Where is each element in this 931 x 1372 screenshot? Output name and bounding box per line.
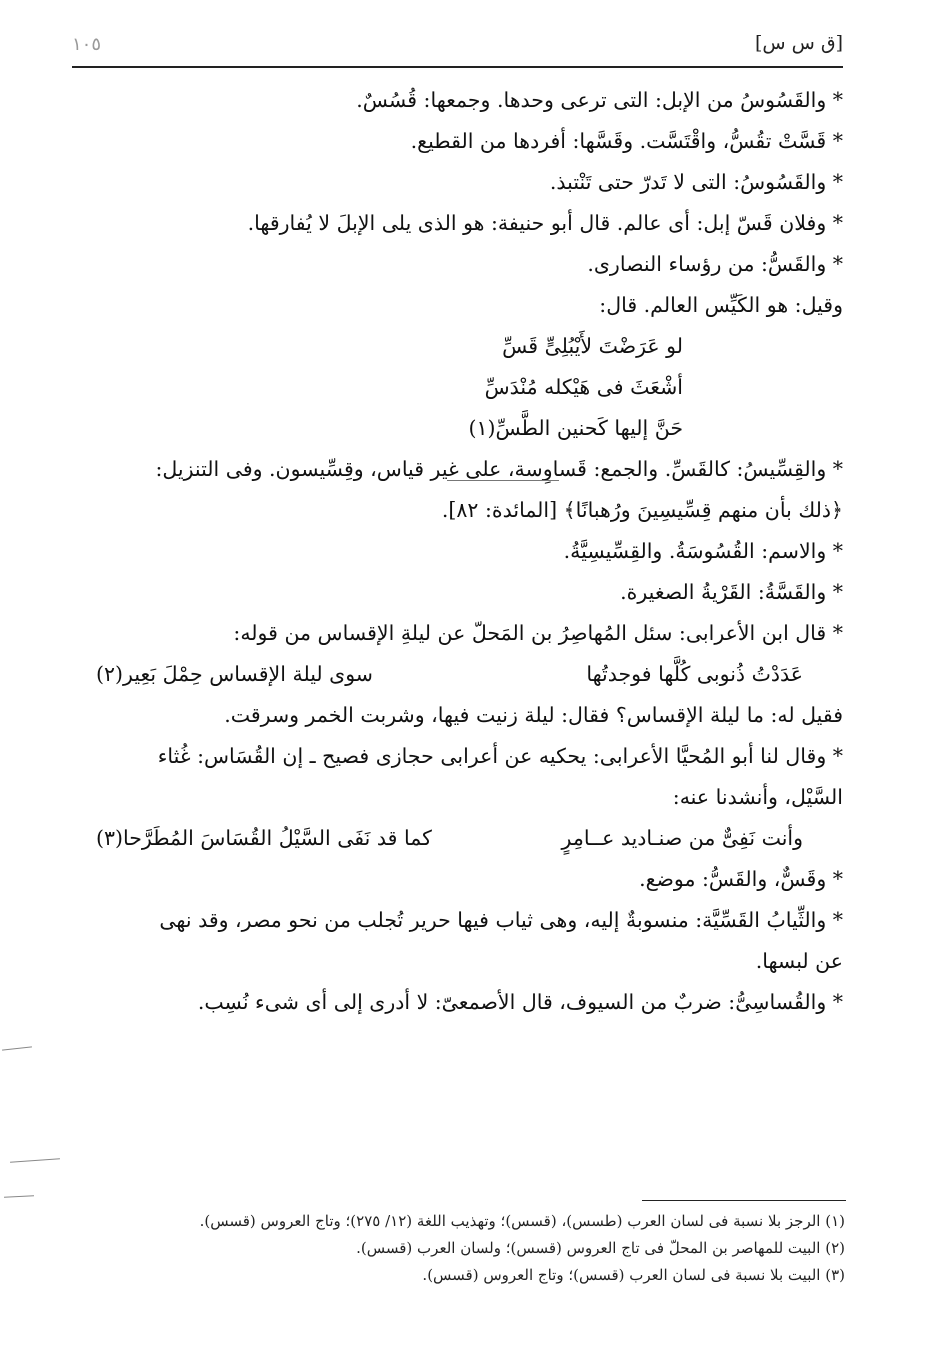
hemistich-left: كما قد نَفَى السَّيْلُ القُسَاسَ المُطَرَّحا(٣): [96, 826, 432, 850]
poetry-couplet: [76, 818, 843, 859]
margin-scratch: [2, 1046, 32, 1050]
text-line: * والقَسَّةُ: القَرْيةُ الصغيرة.: [620, 580, 843, 604]
entry-text: [76, 80, 843, 1023]
text-line: وقيل: هو الكَيِّس العالم. قال:: [599, 293, 843, 317]
verse-line: أشْعَثَ فى هَيْكله مُنْدَسِّ: [484, 375, 683, 399]
footnote-rule: [642, 1200, 846, 1201]
footnote: (١) الرجز بلا نسبة فى لسان العرب (طسس)، (قسس)؛ وتهذيب اللغة (١٢/ ٢٧٥)؛ وتاج العروس (قسس).: [199, 1212, 845, 1230]
text-line: * وقَسٌّ، والقَسُّ: موضع.: [639, 867, 843, 891]
text-line: * والقِسِّيسُ: كالقَسِّ. والجمع: قَساوِسة، على غير قياس، وقِسِّيسون. وفى التنزيل:: [155, 457, 843, 481]
text-line: السَّيْل، وأنشدنا عنه:: [672, 785, 843, 809]
poetry-couplet: [76, 654, 843, 695]
text-line: * والقَسُوسُ من الإبل: التى ترعى وحدها. وجمعها: قُسُسٌ.: [356, 88, 843, 112]
verse-line: لو عَرَضْتَ لأَيْبُلِىٍّ قَسِّ: [502, 334, 683, 358]
hemistich-right: وأنت نَفِىٌّ من صنـاديد عــامِرٍ: [561, 826, 803, 850]
verse-continuation-line: [447, 480, 559, 481]
text-line: * وفلان قَسّ إبل: أى عالم. قال أبو حنيفة: هو الذى يلى الإبلَ لا يُفارقها.: [247, 211, 843, 235]
root-heading: [ق س س]: [754, 32, 843, 54]
footnotes: [120, 1208, 845, 1289]
page-number: ١٠٥: [72, 34, 102, 55]
text-line: ﴿ذلك بأن منهم قِسِّيسِينَ ورُهبانًا﴾ [المائدة: ٨٢].: [441, 498, 843, 522]
verse-line: حَنَّ إليها كَحنين الطَّسِّ(١): [468, 416, 683, 440]
margin-scratch: [10, 1158, 60, 1162]
text-line: عن لبسها.: [755, 949, 843, 973]
text-line: * قال ابن الأعرابى: سئل المُهاصِرُ بن المَحلّ عن ليلةِ الإقساس من قوله:: [233, 621, 843, 645]
text-line: * والاسم: القُسُوسَةُ. والقِسِّيسِيَّةُ.: [563, 539, 843, 563]
page-header: [72, 28, 843, 64]
text-line: * وقال لنا أبو المُحيَّا الأعرابى: يحكيه عن أعرابى حجازى فصيح ـ إن القُسَاس: غُثاء: [157, 744, 843, 768]
header-rule: [72, 66, 843, 68]
margin-scratch: [4, 1195, 34, 1198]
text-line: * والقَسُوسُ: التى لا تَدرّ حتى تَنْتبذ.: [549, 170, 843, 194]
hemistich-left: سوى ليلة الإقساس حِمْلَ بَعِير(٢): [96, 662, 373, 686]
text-line: * والقَسُّ: من رؤساء النصارى.: [587, 252, 843, 276]
text-line: * والثِّيابُ القَسِّيَّة: منسوبةٌ إليه، وهى ثياب فيها حرير تُجلب من نحو مصر، وقد نهى: [159, 908, 843, 932]
text-line: فقيل له: ما ليلة الإقساس؟ فقال: ليلة زنيت فيها، وشربت الخمر وسرقت.: [224, 703, 843, 727]
footnote: (٢) البيت للمهاصر بن المحلّ فى تاج العروس (قسس)؛ ولسان العرب (قسس).: [356, 1239, 845, 1257]
text-line: * قَسَّتْ تقُسُّ، واقْتَسَّت. وقَسَّها: أفردها من القطيع.: [410, 129, 843, 153]
text-line: * والقُساسِىُّ: ضربٌ من السيوف، قال الأصمعىّ: لا أدرى إلى أى شىء نُسِب.: [197, 990, 843, 1014]
footnote: (٣) البيت بلا نسبة فى لسان العرب (قسس)؛ وتاج العروس (قسس).: [422, 1266, 845, 1284]
hemistich-right: عَدَدْتُ ذُنوبى كُلَّها فوجدتُها: [586, 662, 803, 686]
